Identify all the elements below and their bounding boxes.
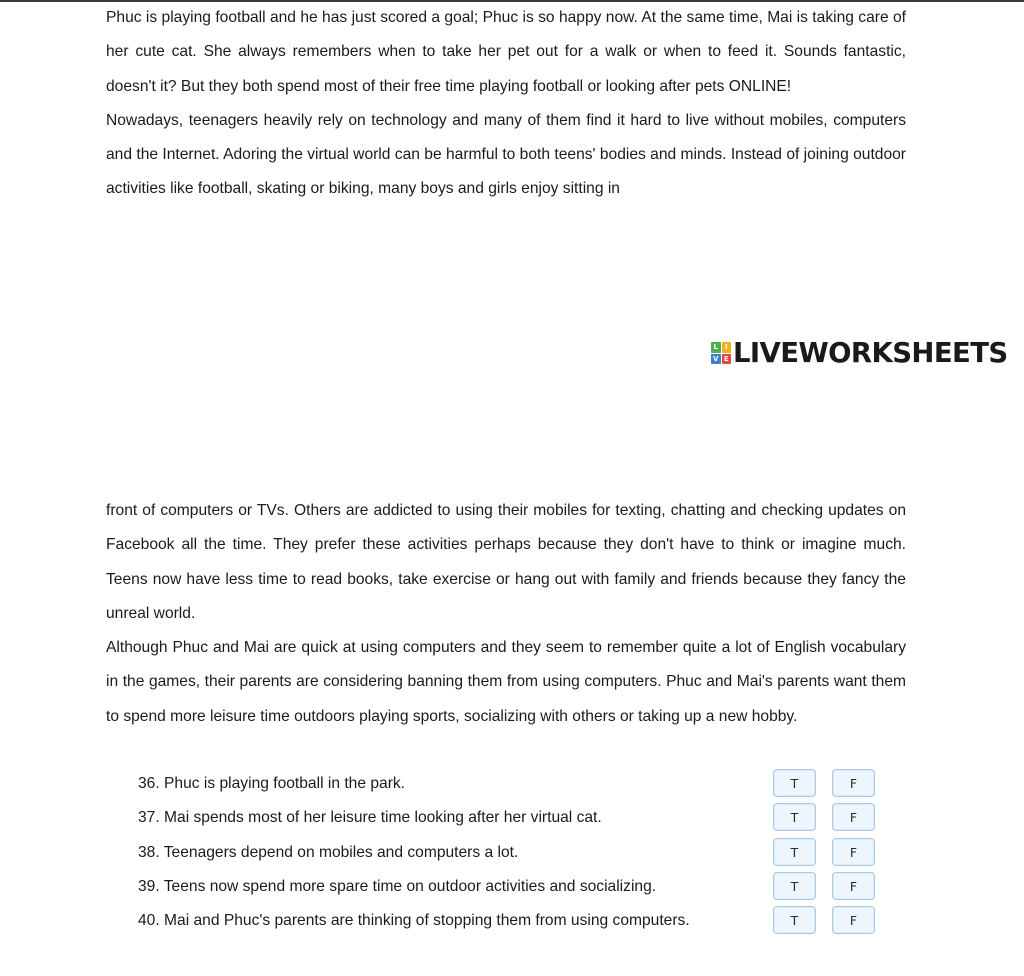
question-row-37 xyxy=(138,801,888,835)
question-text xyxy=(138,843,518,863)
question-number: 37. xyxy=(138,809,160,827)
question-statement: Teens now spend more spare time on outdoor activities and socializing. xyxy=(163,877,657,895)
question-text xyxy=(138,808,602,828)
question-text xyxy=(138,877,656,897)
false-button[interactable]: F xyxy=(832,906,875,934)
question-statement: Mai and Phuc's parents are thinking of stopping them from using computers. xyxy=(164,912,690,930)
logo-tile-e: E xyxy=(722,354,732,365)
true-false-questions xyxy=(138,767,888,938)
question-number: 39. xyxy=(138,877,160,895)
true-button[interactable]: T xyxy=(773,872,816,900)
false-button[interactable]: F xyxy=(832,838,875,866)
question-row-38 xyxy=(138,836,888,870)
true-button[interactable]: T xyxy=(773,769,816,797)
question-statement: Teenagers depend on mobiles and computers a lot. xyxy=(163,843,519,861)
question-number: 36. xyxy=(138,775,160,792)
logo-tile-i: I xyxy=(722,342,732,353)
question-statement: Mai spends most of her leisure time looking after her virtual cat. xyxy=(164,809,602,827)
false-button[interactable]: F xyxy=(832,803,875,831)
question-row-36 xyxy=(138,767,888,801)
true-button[interactable]: T xyxy=(773,838,816,866)
question-row-39 xyxy=(138,870,888,904)
reading-passage-bottom xyxy=(106,494,906,734)
true-button[interactable]: T xyxy=(773,803,816,831)
question-text xyxy=(138,911,690,931)
question-row-40 xyxy=(138,904,888,938)
passage-paragraph-2: Nowadays, teenagers heavily rely on technology and many of them find it hard to live without mobiles, computers and the Internet. Adoring the virtual world can be harmful to both teens' bodies and minds. Instead of joining outdoor activities like football, skating or biking, many boys and girls enjoy sitting in xyxy=(106,111,906,198)
false-button[interactable]: F xyxy=(832,872,875,900)
question-text xyxy=(138,774,405,794)
passage-paragraph-3: front of computers or TVs. Others are addicted to using their mobiles for texting, chatting and checking updates on Facebook all the time. They prefer these activities perhaps because they don't have to think or imagine much. Teens now have less time to read books, take exercise or hang out with family and friends because they fancy the unreal world. xyxy=(106,502,906,622)
question-number: 38. xyxy=(138,843,160,861)
false-button[interactable]: F xyxy=(832,769,875,797)
reading-passage-top xyxy=(106,1,906,207)
logo-tile-v: V xyxy=(711,354,721,365)
liveworksheets-logo-icon xyxy=(711,342,731,364)
true-button[interactable]: T xyxy=(773,906,816,934)
logo-tile-l: L xyxy=(711,342,721,353)
question-statement: Phuc is playing football in the park. xyxy=(164,775,406,792)
question-number: 40. xyxy=(138,912,160,930)
passage-paragraph-1: Phuc is playing football and he has just scored a goal; Phuc is so happy now. At the same time, Mai is taking care of her cute cat. She always remembers when to take her pet out for a walk or when to feed it. Sounds fantastic, doesn't it? But they both spend most of their free time playing football or looking after pets ONLINE! xyxy=(106,9,906,95)
liveworksheets-logo xyxy=(711,335,1008,371)
passage-paragraph-4: Although Phuc and Mai are quick at using computers and they seem to remember quite a lot of English vocabulary in the games, their parents are considering banning them from using computers. Phuc and Mai's parents want them to spend more leisure time outdoors playing sports, socializing with others or taking up a new hobby. xyxy=(106,639,906,725)
liveworksheets-logo-text: LIVEWORKSHEETS xyxy=(733,337,1008,369)
